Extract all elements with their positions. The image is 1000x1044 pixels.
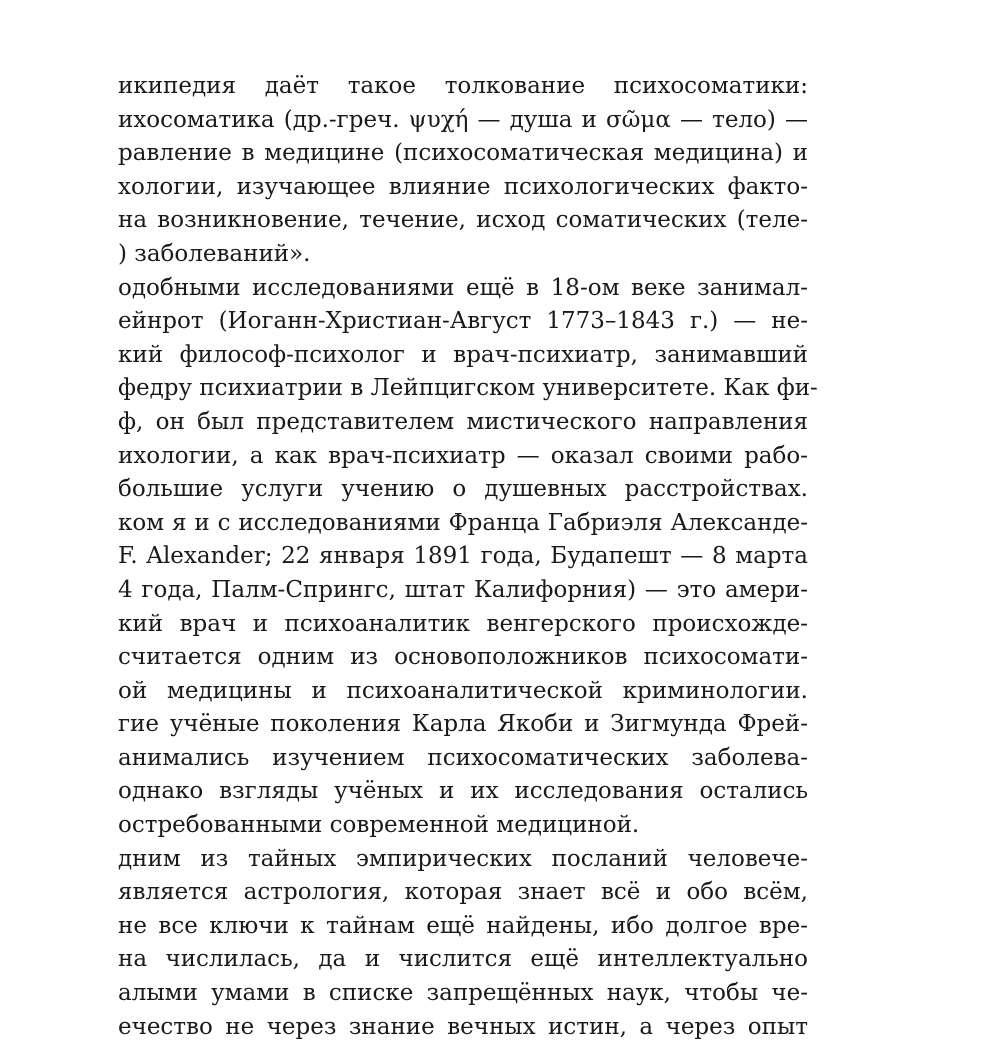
text-line: остребованными современной медициной. xyxy=(118,812,640,839)
text-line: F. Alexander; 22 января 1891 года, Будапешт — 8 марта xyxy=(118,543,808,570)
text-line: ф, он был представителем мистического направления xyxy=(118,408,808,435)
text-line: ечество не через знание вечных истин, а через опыт xyxy=(118,1013,808,1040)
text-line: 4 года, Палм-Спрингс, штат Калифорния) — это амери- xyxy=(118,576,808,603)
body-text xyxy=(118,70,818,1044)
text-line: одобными исследованиями ещё в 18-ом веке занимал- xyxy=(118,274,808,301)
text-line: является астрология, которая знает всё и обо всём, xyxy=(118,879,808,906)
text-line: на числилась, да и числится ещё интеллектуально xyxy=(118,946,808,973)
text-line: ихологии, а как врач-психиатр — оказал своими рабо- xyxy=(118,442,808,469)
text-line: равление в медицине (психосоматическая медицина) и xyxy=(118,140,808,167)
text-line: икипедия даёт такое толкование психосоматики: xyxy=(118,73,808,99)
text-line: ой медицины и психоаналитической криминологии. xyxy=(118,677,808,704)
text-line: хологии, изучающее влияние психологических факто- xyxy=(118,173,808,200)
text-line: не все ключи к тайнам ещё найдены, ибо долгое вре- xyxy=(118,912,808,939)
text-line: ихосоматика (др.-греч. ψυχή — душа и σῶμα — тело) — xyxy=(118,106,808,133)
text-line: большие услуги учению о душевных расстройствах. xyxy=(118,476,808,503)
text-line: кий врач и психоаналитик венгерского происхожде- xyxy=(118,610,808,637)
text-line: гие учёные поколения Карла Якоби и Зигмунда Фрей- xyxy=(118,711,808,738)
text-line: считается одним из основоположников психосомати- xyxy=(118,644,808,671)
text-line: ком я и с исследованиями Франца Габриэля Александе- xyxy=(118,509,808,536)
text-line: на возникновение, течение, исход соматических (теле- xyxy=(118,207,808,234)
text-line: кий философ-психолог и врач-психиатр, занимавший xyxy=(118,341,808,368)
text-line: федру психиатрии в Лейпцигском университете. Как фи- xyxy=(118,375,818,402)
text-line: однако взгляды учёных и их исследования остались xyxy=(118,778,808,805)
text-line: ) заболеваний». xyxy=(118,240,311,267)
text-line: ейнрот (Иоганн-Христиан-Август 1773–1843 г.) — не- xyxy=(118,308,808,335)
text-line: алыми умами в списке запрещённых наук, чтобы че- xyxy=(118,980,808,1007)
text-line: дним из тайных эмпирических посланий человече- xyxy=(118,845,808,872)
text-line: анимались изучением психосоматических заболева- xyxy=(118,744,808,771)
